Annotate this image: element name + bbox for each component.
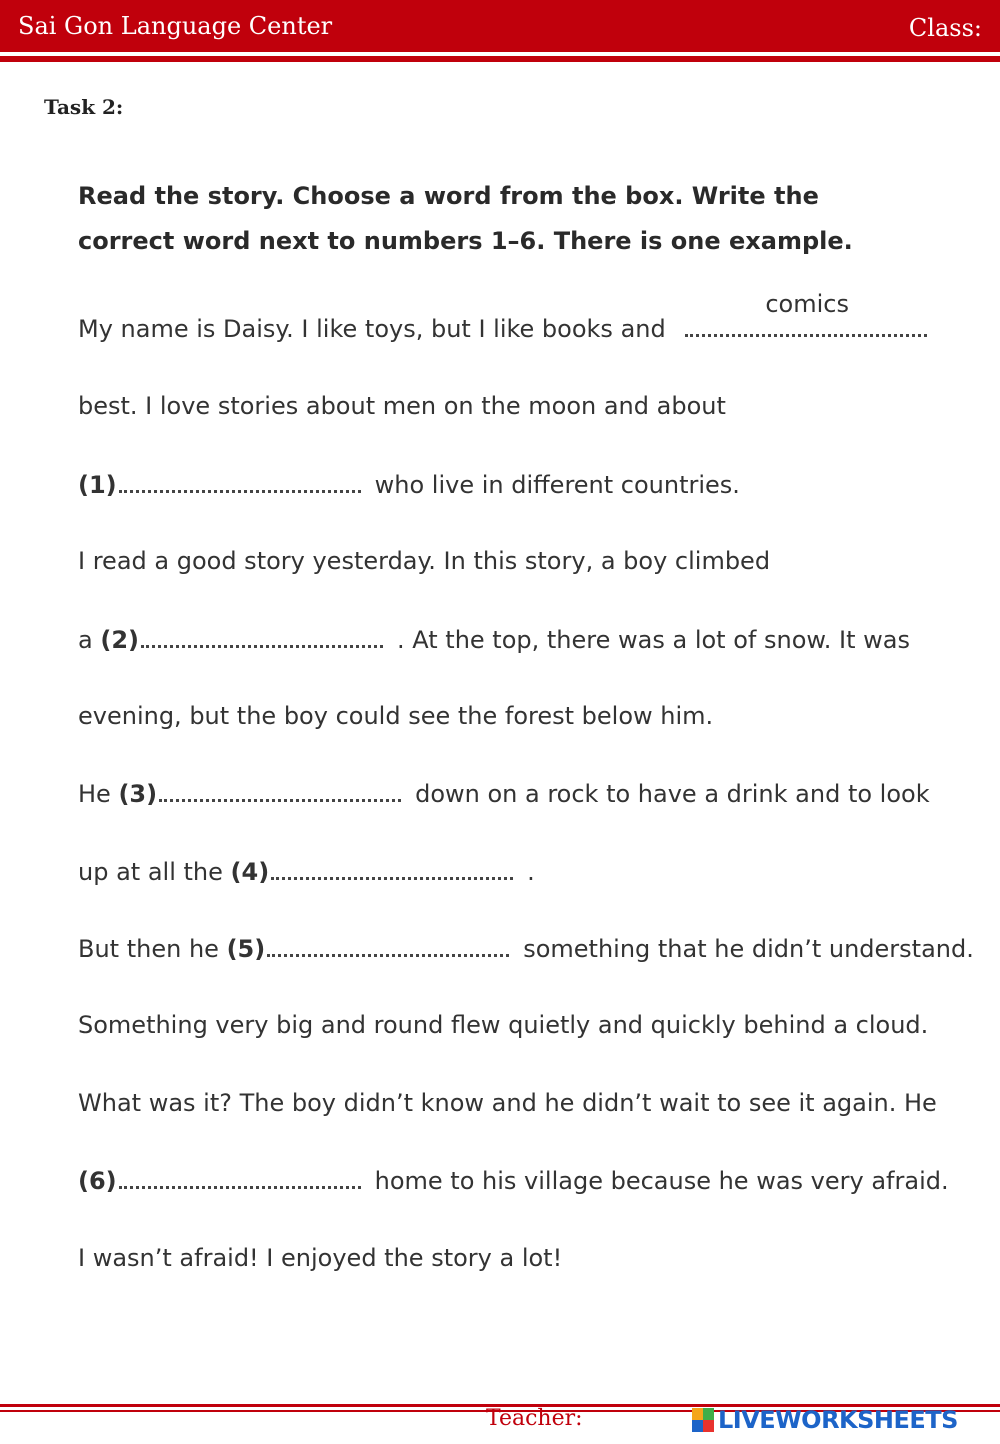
teacher-label: Teacher:	[486, 1406, 583, 1431]
answer-blank-1[interactable]	[119, 470, 361, 493]
story-line-q4	[78, 857, 535, 886]
question-number-2: (2)	[100, 626, 139, 654]
question-number-6: (6)	[78, 1167, 117, 1195]
story-line-4: I read a good story yesterday. In this story, a boy climbed	[78, 547, 771, 575]
answer-blank-6[interactable]	[119, 1166, 361, 1189]
answer-blank-3[interactable]	[159, 779, 401, 802]
liveworksheets-logo-icon	[692, 1408, 714, 1432]
center-name: Sai Gon Language Center	[18, 12, 333, 40]
story-line-10: Something very big and round flew quietly and quickly behind a cloud.	[78, 1011, 929, 1039]
answer-blank-4[interactable]	[271, 857, 513, 880]
story-text: something that he didn’t understand.	[523, 935, 974, 963]
story-line-q2	[78, 625, 910, 654]
story-line-11: What was it? The boy didn’t know and he didn’t wait to see it again. He	[78, 1089, 937, 1117]
header-bar	[0, 0, 1000, 52]
story-line-example	[78, 290, 941, 343]
story-text: He	[78, 780, 111, 808]
story-text: home to his village because he was very afraid.	[374, 1167, 949, 1195]
question-number-4: (4)	[230, 858, 270, 886]
story-text: a	[78, 626, 93, 654]
story-text: My name is Daisy. I like toys, but I like books and	[78, 315, 666, 343]
question-number-1: (1)	[78, 471, 117, 499]
brand-name: LIVEWORKSHEETS	[718, 1406, 958, 1434]
story-line-q3	[78, 779, 930, 808]
example-answer: comics	[765, 290, 849, 318]
story-line-q1	[78, 470, 740, 499]
header-divider	[0, 56, 1000, 62]
answer-blank-2[interactable]	[141, 625, 383, 648]
story-text: down on a rock to have a drink and to look	[415, 780, 930, 808]
answer-blank-5[interactable]	[267, 934, 509, 957]
question-number-3: (3)	[118, 780, 158, 808]
story-text: up at all the	[78, 858, 223, 886]
story-text: who live in different countries.	[374, 471, 740, 499]
story-line-6: evening, but the boy could see the forest below him.	[78, 702, 714, 730]
instructions: Read the story. Choose a word from the box. Write the correct word next to numbers 1–6. There is one example.	[78, 182, 853, 255]
story-line-q5	[78, 934, 974, 963]
class-label: Class:	[908, 14, 982, 42]
example-answer-blank	[685, 290, 927, 337]
story-text: . At the top, there was a lot of snow. It was	[397, 626, 911, 654]
task-title: Task 2:	[44, 95, 124, 119]
story-line-q6	[78, 1166, 949, 1195]
liveworksheets-logo[interactable]	[692, 1406, 958, 1434]
story-line-2: best. I love stories about men on the moon and about	[78, 392, 726, 420]
story-text: .	[527, 858, 535, 886]
story-line-13: I wasn’t afraid! I enjoyed the story a lot!	[78, 1244, 563, 1272]
question-number-5: (5)	[226, 935, 266, 963]
story-text: But then he	[78, 935, 219, 963]
